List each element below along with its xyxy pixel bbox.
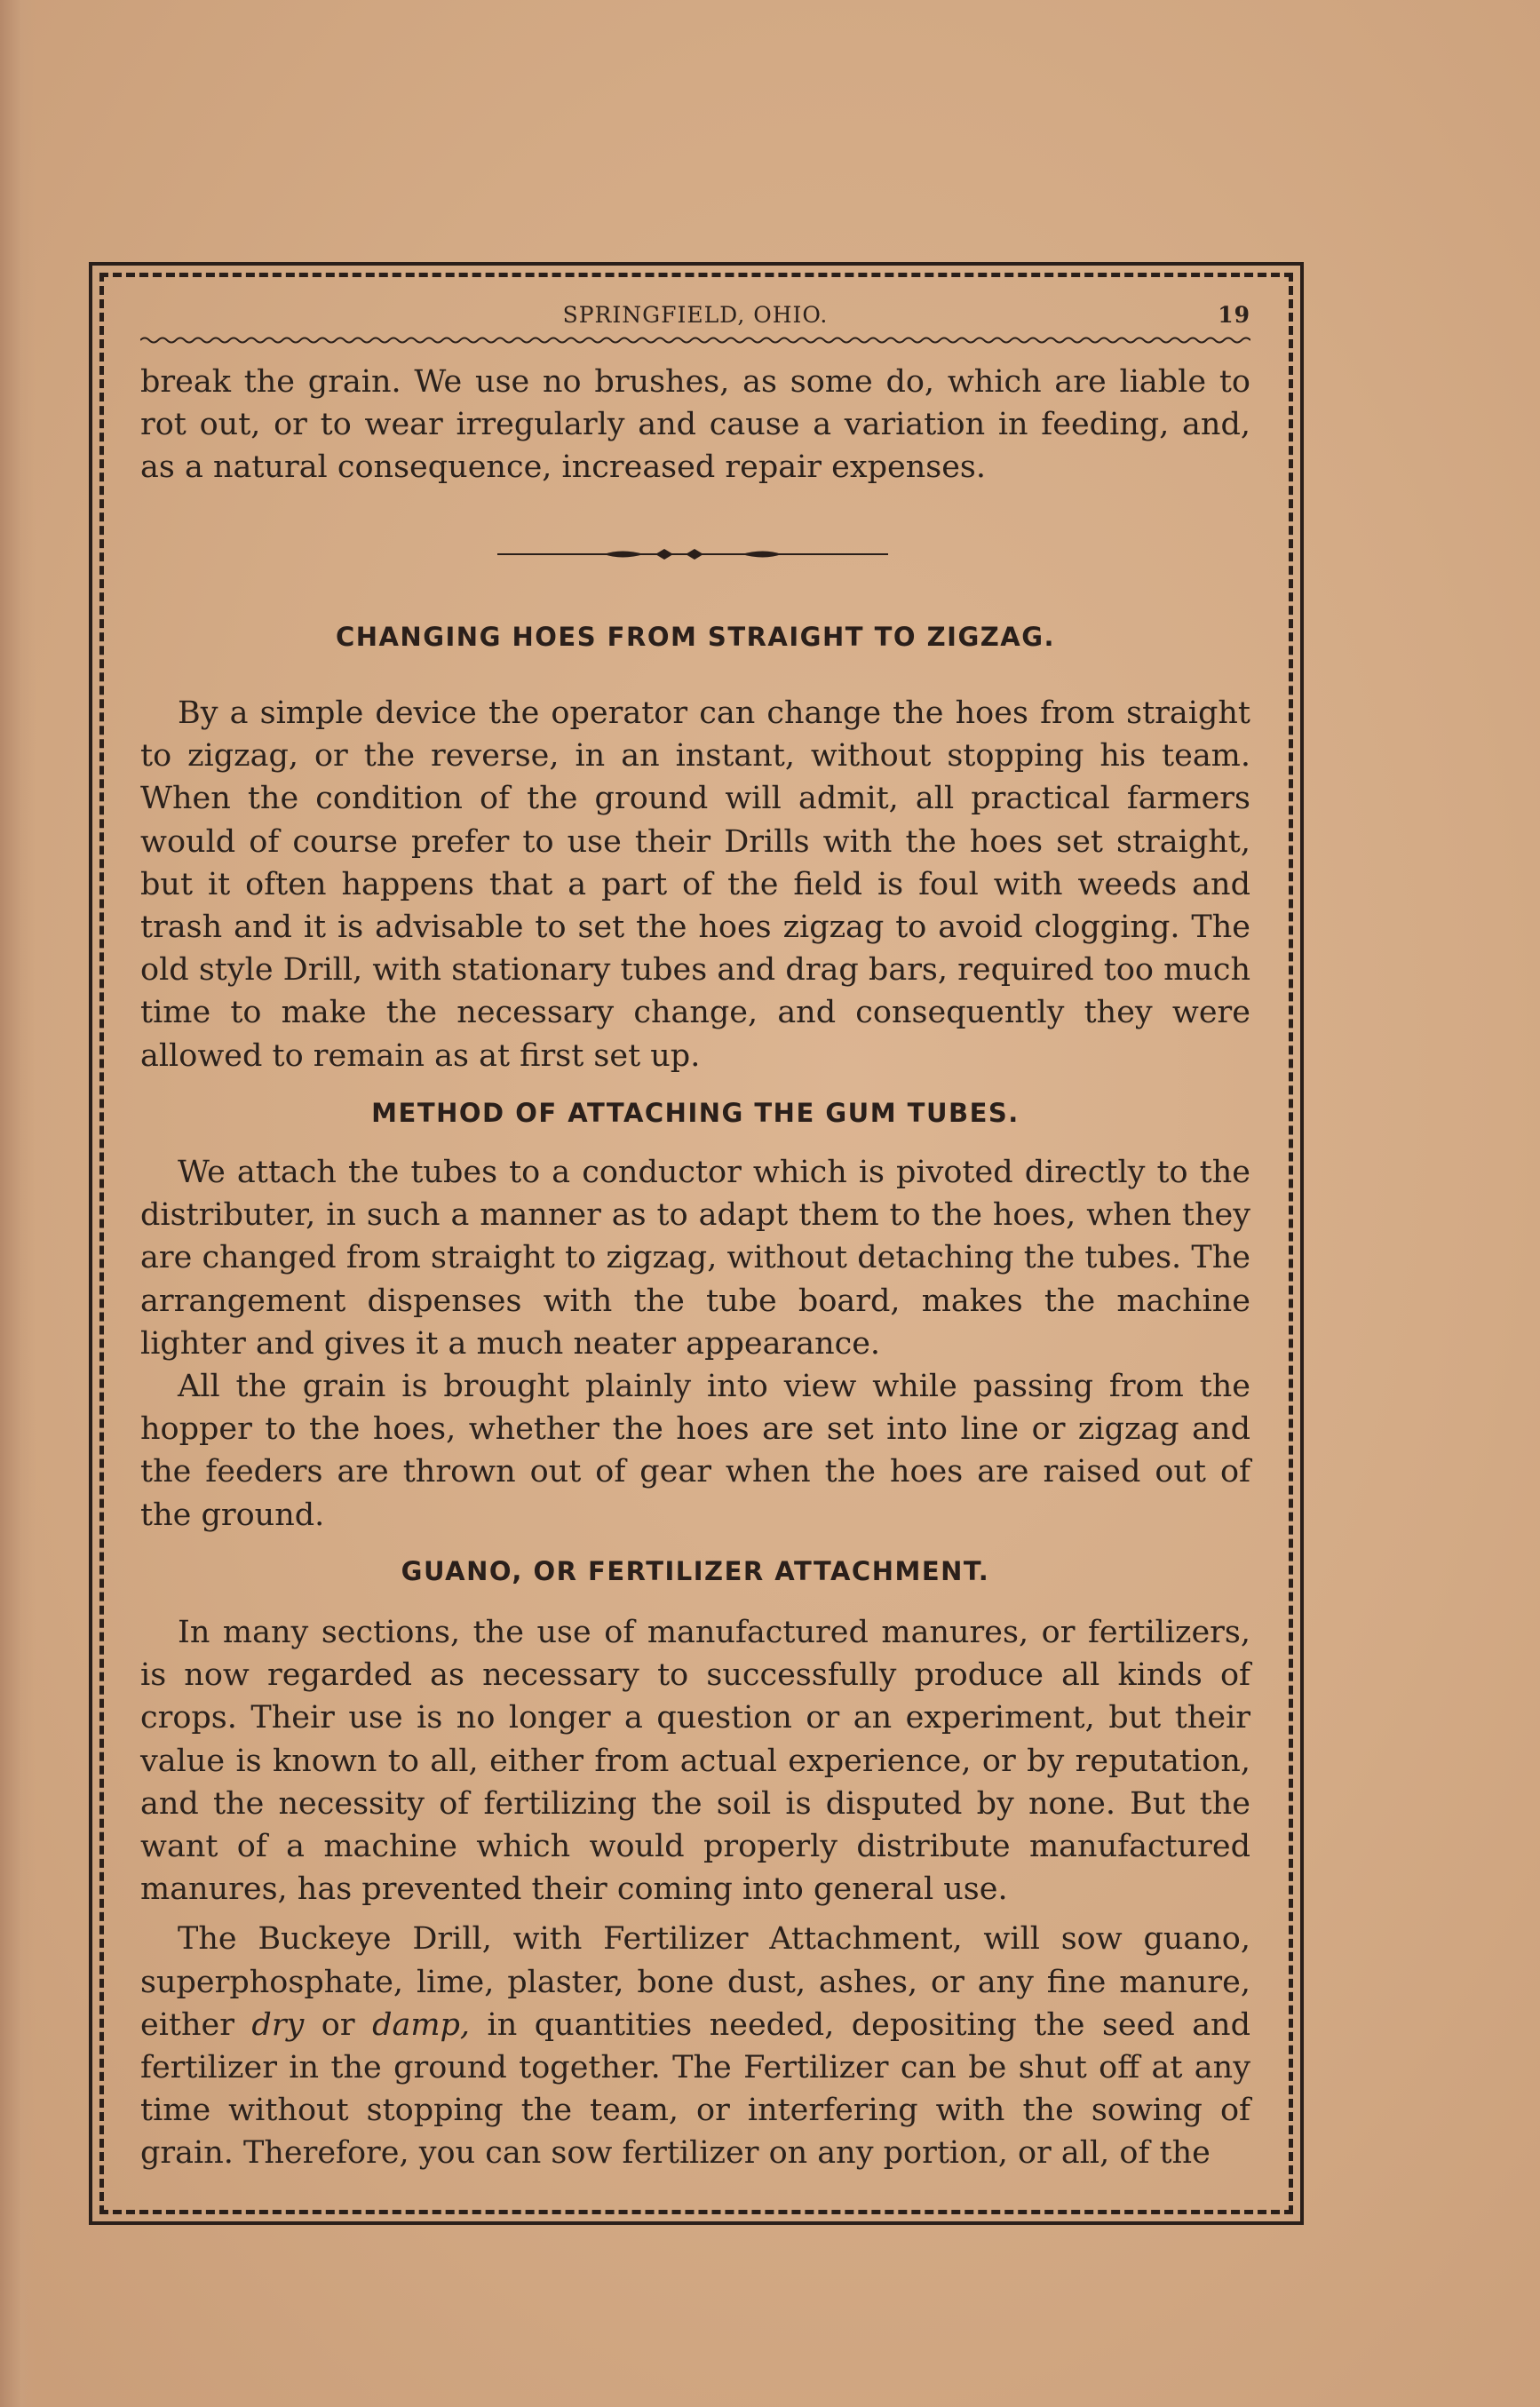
fertilizer-text-or: or — [304, 2006, 373, 2043]
fertilizer-text-damp: damp, — [372, 2006, 471, 2043]
fertilizer-text-dry: dry — [251, 2006, 305, 2043]
intro-paragraph: break the grain. We use no brushes, as some do, which are liable to rot out, or to wear irregularly and cause a variation in feeding, and, as a natural consequence, increased repair expenses. — [140, 364, 1250, 486]
heading-fertilizer: GUANO, OR FERTILIZER ATTACHMENT. — [401, 1556, 990, 1586]
gum-tubes-paragraph-1: We attach the tubes to a conductor which is pivoted directly to the distributer, in such a manner as to adapt them to the hoes, when they are changed from straight to zigzag, without detaching the tubes. The arrangement dispenses with the tube board, makes the machine lighter and gives it a much neater appearance. — [140, 1155, 1250, 1362]
page-number: 19 — [1218, 302, 1250, 328]
book-spine-shadow — [0, 0, 36, 2407]
gum-tubes-paragraph-2: All the grain is brought plainly into view while passing from the hopper to the hoes, whether the hoes are set into line or zigzag and the feeders are thrown out of gear when the hoes are raised out of the ground. — [140, 1369, 1250, 1533]
running-header — [140, 298, 1250, 334]
fertilizer-text — [140, 1611, 1250, 2175]
changing-hoes-paragraph: By a simple device the operator can change the hoes from straight to zigzag, or the reverse, in an instant, without stopping his team. When the condition of the ground will admit, all practical farmers would of course prefer to use their Drills with the hoes set straight, but it often happens that a part of the field is foul with weeds and trash and it is advisable to set the hoes zigzag to avoid clogging. The old style Drill, with stationary tubes and drag bars, required too much time to make the necessary change, and consequently they were allowed to remain as at first set up. — [140, 695, 1250, 1074]
fertilizer-text-part-1: The Buckeye Drill, with Fertilizer Attachment, will sow guano, superphosphate, lime, plaster, bone dust, ashes, or any fine manure, either — [140, 1921, 1250, 2043]
fertilizer-text-part-2: in quantities needed, depositing the seed and fertilizer in the ground together. The Fertilizer can be shut off at any time without stopping the team, or interfering with the sowing of grain. Therefore, you can sow fertilizer on any portion, or all, of the — [140, 2006, 1251, 2172]
header-wavy-rule — [140, 334, 1250, 346]
heading-changing-hoes: CHANGING HOES FROM STRAIGHT TO ZIGZAG. — [335, 622, 1056, 652]
section-divider-ornament — [497, 544, 888, 565]
heading-gum-tubes: METHOD OF ATTACHING THE GUM TUBES. — [371, 1098, 1020, 1128]
gum-tubes-text — [140, 1151, 1250, 1537]
fertilizer-paragraph-1: In many sections, the use of manufactured manures, or fertilizers, is now regarded as necessary to successfully produce all kinds of crops. Their use is no longer a question or an experiment, but their value is known to all, either from actual experience, or by reputation, and the necessity of fertilizing the soil is disputed by none. But the want of a machine which would properly distribute manufactured manures, has prevented their coming into general use. — [140, 1615, 1250, 1908]
running-title: SPRINGFIELD, OHIO. — [562, 302, 829, 328]
intro-text-block — [140, 361, 1250, 489]
changing-hoes-text — [140, 692, 1250, 1077]
fertilizer-paragraph-2 — [140, 1918, 1250, 2174]
